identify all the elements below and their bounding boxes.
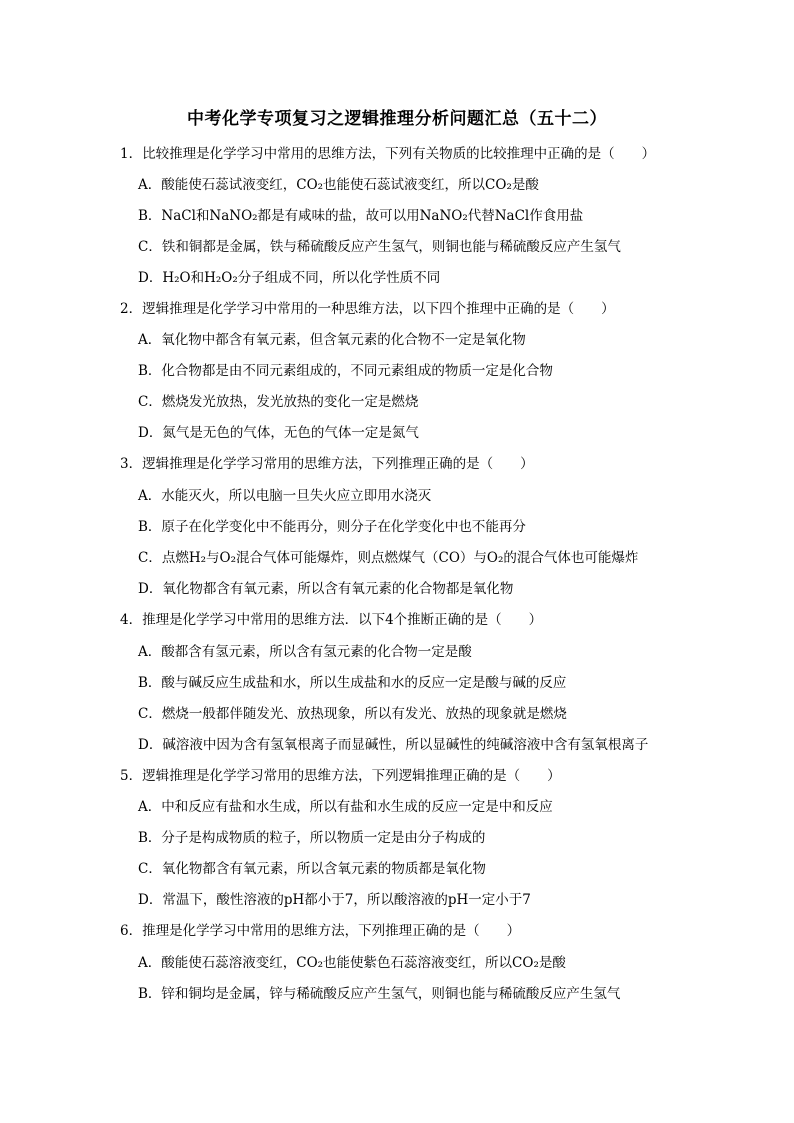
question-2-option-b: B．化合物都是由不同元素组成的，不同元素组成的物质一定是化合物	[138, 363, 553, 379]
question-5-option-c: C．氧化物都含有氧元素，所以含氧元素的物质都是氧化物	[138, 861, 486, 877]
question-5-option-d: D．常温下，酸性溶液的pH都小于7，所以酸溶液的pH一定小于7	[138, 892, 531, 908]
question-3-option-d: D．氧化物都含有氧元素，所以含有氧元素的化合物都是氧化物	[138, 581, 514, 597]
question-4-option-a: A．酸都含有氢元素，所以含有氢元素的化合物一定是酸	[138, 644, 472, 660]
question-5-option-b: B．分子是构成物质的粒子，所以物质一定是由分子构成的	[138, 830, 486, 846]
question-3-option-a: A．水能灭火，所以电脑一旦失火应立即用水浇灭	[138, 488, 432, 504]
document-title: 中考化学专项复习之逻辑推理分析问题汇总（五十二）	[187, 109, 607, 129]
question-1-option-a: A．酸能使石蕊试液变红，CO₂也能使石蕊试液变红，所以CO₂是酸	[138, 177, 539, 193]
question-5-option-a: A．中和反应有盐和水生成，所以有盐和水生成的反应一定是中和反应	[138, 799, 553, 815]
question-2-option-a: A．氧化物中都含有氧元素，但含氧元素的化合物不一定是氧化物	[138, 332, 526, 348]
question-2-option-c: C．燃烧发光放热，发光放热的变化一定是燃烧	[138, 394, 419, 410]
question-4-option-d: D．碱溶液中因为含有氢氧根离子而显碱性，所以显碱性的纯碱溶液中含有氢氧根离子	[138, 737, 649, 753]
question-4-stem: 4．推理是化学学习中常用的思维方法．以下4个推断正确的是（ ）	[120, 612, 543, 628]
question-6-stem: 6．推理是化学学习中常用的思维方法，下列推理正确的是（ ）	[120, 923, 521, 939]
question-3-stem: 3．逻辑推理是化学学习常用的思维方法，下列推理正确的是（ ）	[120, 456, 534, 472]
question-5-stem: 5．逻辑推理是化学学习常用的思维方法，下列逻辑推理正确的是（ ）	[120, 768, 561, 784]
question-1-option-d: D．H₂O和H₂O₂分子组成不同，所以化学性质不同	[138, 270, 441, 286]
question-2-option-d: D．氮气是无色的气体，无色的气体一定是氮气	[138, 425, 419, 441]
question-3-option-b: B．原子在化学变化中不能再分，则分子在化学变化中也不能再分	[138, 519, 526, 535]
question-4-option-b: B．酸与碱反应生成盐和水，所以生成盐和水的反应一定是酸与碱的反应	[138, 675, 567, 691]
question-2-stem: 2．逻辑推理是化学学习中常用的一种思维方法，以下四个推理中正确的是（ ）	[120, 301, 615, 317]
question-4-option-c: C．燃烧一般都伴随发光、放热现象，所以有发光、放热的现象就是燃烧	[138, 706, 567, 722]
question-6-option-b: B．锌和铜均是金属，锌与稀硫酸反应产生氢气，则铜也能与稀硫酸反应产生氢气	[138, 986, 621, 1002]
question-1-option-b: B．NaCl和NaNO₂都是有咸味的盐，故可以用NaNO₂代替NaCl作食用盐	[138, 208, 584, 224]
question-1-option-c: C．铁和铜都是金属，铁与稀硫酸反应产生氢气，则铜也能与稀硫酸反应产生氢气	[138, 239, 621, 255]
question-6-option-a: A．酸能使石蕊溶液变红，CO₂也能使紫色石蕊溶液变红，所以CO₂是酸	[138, 955, 566, 971]
question-3-option-c: C．点燃H₂与O₂混合气体可能爆炸，则点燃煤气（CO）与O₂的混合气体也可能爆炸	[138, 550, 639, 566]
question-1-stem: 1．比较推理是化学学习中常用的思维方法，下列有关物质的比较推理中正确的是（ ）	[120, 146, 656, 162]
